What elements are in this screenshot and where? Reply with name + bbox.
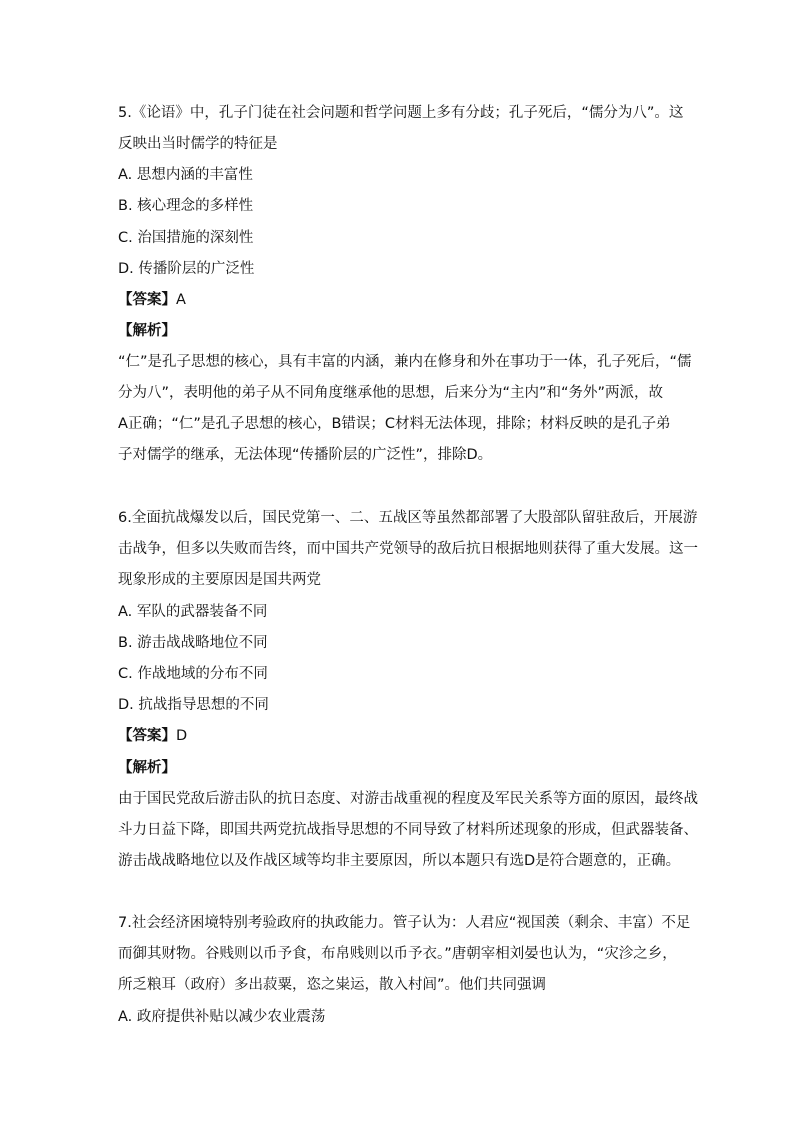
q5-stem-line-2: 反映出当时儒学的特征是 bbox=[118, 136, 278, 152]
q6-stem-line-1: 6.全面抗战爆发以后，国民党第一、二、五战区等虽然都部署了大股部队留驻敌后，开展游 bbox=[118, 510, 698, 526]
q5-option-d: D. 传播阶层的广泛性 bbox=[118, 261, 255, 277]
q6-option-a: A. 军队的武器装备不同 bbox=[118, 604, 268, 620]
q6-option-c: C. 作战地域的分布不同 bbox=[118, 666, 268, 682]
q5-option-b: B. 核心理念的多样性 bbox=[118, 198, 254, 214]
q6-analysis-line-1: 由于国民党敌后游击队的抗日态度、对游击战重视的程度及军民关系等方面的原因，最终战 bbox=[118, 791, 698, 807]
q6-option-d: D. 抗战指导思想的不同 bbox=[118, 697, 269, 713]
q7-stem-line-1: 7.社会经济困境特别考验政府的执政能力。管子认为：人君应“视国羡（剩余、丰富）不足 bbox=[118, 915, 691, 931]
q5-stem-line-1: 5.《论语》中，孔子门徒在社会问题和哲学问题上多有分歧；孔子死后，“儒分为八”。这 bbox=[118, 105, 684, 121]
q6-stem-line-3: 现象形成的主要原因是国共两党 bbox=[118, 572, 321, 588]
q5-analysis-line-1: “仁”是孔子思想的核心，具有丰富的内涵，兼内在修身和外在事功于一体，孔子死后，“儒 bbox=[118, 354, 692, 370]
q6-option-b: B. 游击战战略地位不同 bbox=[118, 635, 268, 651]
q6-stem-line-2: 击战争，但多以失败而告终，而中国共产党领导的敌后抗日根据地则获得了重大发展。这一 bbox=[118, 541, 698, 557]
q6-analysis-line-2: 斗力日益下降，即国共两党抗战指导思想的不同导致了材料所述现象的形成，但武器装备、 bbox=[118, 822, 698, 838]
q6-analysis-line-3: 游击战战略地位以及作战区域等均非主要原因，所以本题只有选D是符合题意的，正确。 bbox=[118, 853, 681, 869]
q6-analysis-label: 【解析】 bbox=[118, 760, 176, 776]
q7-stem-line-3: 所乏粮耳（政府）多出菽粟，恣之粜运，散入村闾”。他们共同强调 bbox=[118, 977, 547, 993]
q5-answer-label: 【答案】 bbox=[118, 292, 176, 308]
q7-stem-line-2: 而御其财物。谷贱则以币予食，布帛贱则以币予衣。”唐朝宰相刘晏也认为，“灾沴之乡， bbox=[118, 946, 677, 962]
q5-analysis-line-3: A正确；“仁”是孔子思想的核心，B错误；C材料无法体现，排除；材料反映的是孔子弟 bbox=[118, 416, 671, 432]
q7-option-a: A. 政府提供补贴以减少农业震荡 bbox=[118, 1009, 326, 1025]
q5-answer-value: A bbox=[176, 292, 186, 308]
q5-analysis-line-4: 子对儒学的继承，无法体现“传播阶层的广泛性”，排除D。 bbox=[118, 447, 493, 463]
q5-analysis-label: 【解析】 bbox=[118, 323, 176, 339]
q5-option-a: A. 思想内涵的丰富性 bbox=[118, 167, 253, 183]
q6-answer-label: 【答案】 bbox=[118, 728, 176, 744]
q6-answer bbox=[118, 726, 187, 746]
q6-answer-value: D bbox=[176, 728, 188, 744]
q5-analysis-line-2: 分为八”，表明他的弟子从不同角度继承他的思想，后来分为“主内”和“务外”两派，故 bbox=[118, 385, 664, 401]
q5-option-c: C. 治国措施的深刻性 bbox=[118, 230, 254, 246]
q5-answer bbox=[118, 290, 186, 310]
